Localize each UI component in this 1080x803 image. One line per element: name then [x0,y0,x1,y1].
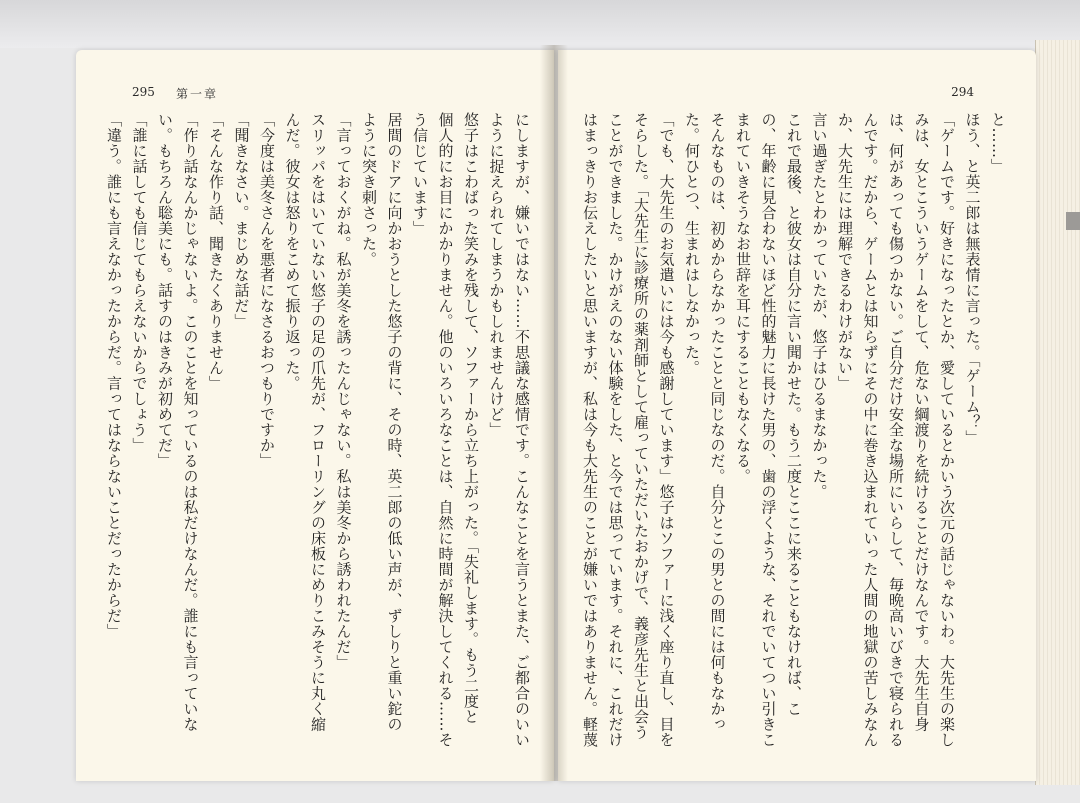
edge-mark [1066,212,1080,230]
text-line: い。もちろん聡美にも。話すのはきみが初めてだ」 [156,112,174,469]
text-line: んです。だから、ゲームとは知らずにその中に巻き込まれていった人間の地獄の苦しみなん [861,112,880,748]
chapter-title: 第一章 [176,87,219,101]
text-line: 「言っておくがね。私が美冬を誘ったんじゃない。私は美冬から誘われたんだ」 [334,112,353,670]
text-line: んだ。彼女は怒りをこめて振り返った。 [283,112,302,391]
left-page-number: 295 [132,85,155,99]
text-line: と……」 [989,112,1007,174]
text-line: の、年齢に見合わないほど性的魅力に長けた男の、歯の浮くような、それでいてつい引きこ [759,112,778,748]
text-line: ように突き刺さった。 [360,112,378,267]
text-line: う信じています」 [411,112,429,236]
text-line: た。何ひとつ、生まれはしなかった。 [683,112,701,376]
text-line: 「今度は美冬さんを悪者になさるおつもりですか」 [258,112,276,469]
text-line: 「ゲームです。好きになったとか、愛しているとかいう次元の話じゃないわ。大先生の楽し [938,112,956,748]
text-line: 悠子はこわばった笑みを残して、ソファーから立ち上がった。「失礼します。もう二度と [462,112,480,725]
page-stack-edge [1035,40,1080,785]
text-line: にしますが、嫌いではない……不思議な感情です。こんなことを言うとまた、ご都合のいい [513,112,531,748]
text-line: そらした。「大先生に診療所の薬剤師として雇っていただいたおかげで、義彦先生と出会う [632,112,650,740]
text-line: 「そんな作り話、聞きたくありません」 [207,112,225,391]
text-line: そんなものは、初めからなかったことと同じなのだ。自分とこの男との間には何もなかっ [708,112,727,732]
text-line: ように捉えられてしまうかもしれませんけど」 [487,112,506,438]
left-page [76,50,554,781]
text-line: 「誰に話しても信じてもらえないからでしょう」 [130,112,149,453]
text-line: 「聞きなさい。まじめな話だ」 [232,112,251,329]
scanner-background [0,0,1080,48]
text-line: 個人的にお目にかかりません。他のいろいろなことは、自然に時間が解決してくれる……そ [436,112,455,748]
text-line: はまっきりお伝えしたいと思いますが、私は今も大先生のことが嫌いではありません。軽蔑 [581,112,599,748]
left-page-text [105,112,534,761]
right-page-text [566,112,1010,761]
text-line: みは、女とこういうゲームをして、危ない綱渡りを続けることだけなんです。大先生自身 [912,112,931,732]
text-line: 「違う。誰にも言えなかったからだ。言ってはならないことだったからだ」 [105,112,123,639]
right-page-number: 294 [951,85,974,99]
text-line: ことができました。かけがえのない体験をした、と今では思っています。それに、これだけ [606,112,625,748]
text-line: まれていきそうなお世辞を耳にすることもなくなる。 [734,112,752,484]
text-line: 言い過ぎたとわかっていたが、悠子はひるまなかった。 [810,112,829,500]
text-line: は、何があっても傷つかない。ご自分だけ安全な場所にいらして、毎晩高いびきで寝られる [887,112,905,748]
book-spine-shadow [540,45,568,781]
text-line: 「作り話なんかじゃないよ。このことを知っているのは私だけなんだ。誰にも言っていな [181,112,200,732]
right-page [558,50,1036,781]
text-line: スリッパをはいていない悠子の足の爪先が、フローリングの床板にめりこみそうに丸く縮 [309,112,327,732]
text-line: 「でも、大先生のお気遣いには今も感謝しています」悠子はソファーに浅く座り直し、目を [657,112,676,748]
text-line: か、大先生には理解できるわけがない」 [836,112,854,391]
text-line: 居間のドアに向かおうとした悠子の背に、その時、英二郎の低い声が、ずしりと重い鉈の [385,112,404,732]
text-line: ほう、と英二郎は無表情に言った。「ゲーム？」 [963,112,982,446]
text-line: これで最後、と彼女は自分に言い聞かせた。もう二度とここに来ることもなければ、こ [785,112,803,717]
